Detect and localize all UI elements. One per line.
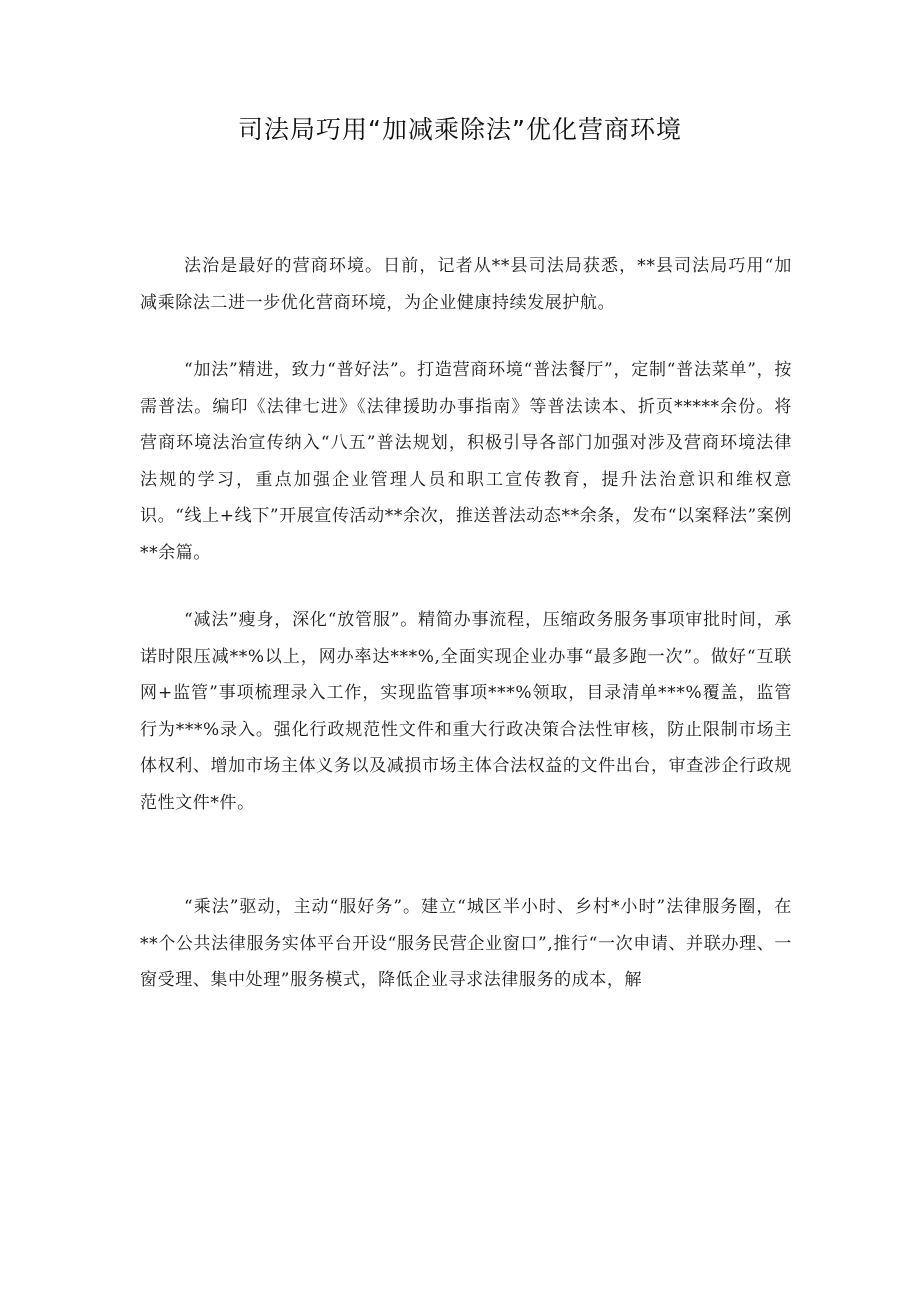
paragraph-addition: “加法”精进，致力“普好法”。打造营商环境“普法餐厅”，定制“普法菜单”，按需普法。编印《法律七进》《法律援助办事指南》等普法读本、折页*****余份。将营商环境法治宣传纳入“八五”普法规划，积极引导各部门加强对涉及营商环境法律法规的学习，重点加强企业管理人员和职工宣传教育，提升法治意识和维权意识。“线上+线下”开展宣传活动**余次，推送普法动态**余条，发布“以案释法”案例**余篇。 <box>140 360 792 563</box>
document-title: 司法局巧用“加减乘除法”优化营商环境 <box>238 115 682 144</box>
paragraph-multiplication: “乘法”驱动，主动“服好务”。建立“城区半小时、乡村*小时”法律服务圈，在**个公共法律服务实体平台开设“服务民营企业窗口”,推行“一次申请、并联办理、一窗受理、集中处理”服务模式，降低企业寻求法律服务的成本，解 <box>140 897 792 990</box>
paragraph-intro: 法治是最好的营商环境。日前，记者从**县司法局获悉，**县司法局巧用“加减乘除法二进一步优化营商环境，为企业健康持续发展护航。 <box>140 256 792 313</box>
paragraph-subtraction: “减法”瘦身，深化“放管服”。精简办事流程，压缩政务服务事项审批时间，承诺时限压减**%以上，网办率达***%,全面实现企业办事“最多跑一次”。做好“互联网+监管”事项梳理录入工作，实现监管事项***%领取，目录清单***%覆盖，监管行为***%录入。强化行政规范性文件和重大行政决策合法性审核，防止限制市场主体权利、增加市场主体义务以及减损市场主体合法权益的文件出台，审查涉企行政规范性文件*件。 <box>140 610 792 813</box>
document-body <box>140 248 792 999</box>
